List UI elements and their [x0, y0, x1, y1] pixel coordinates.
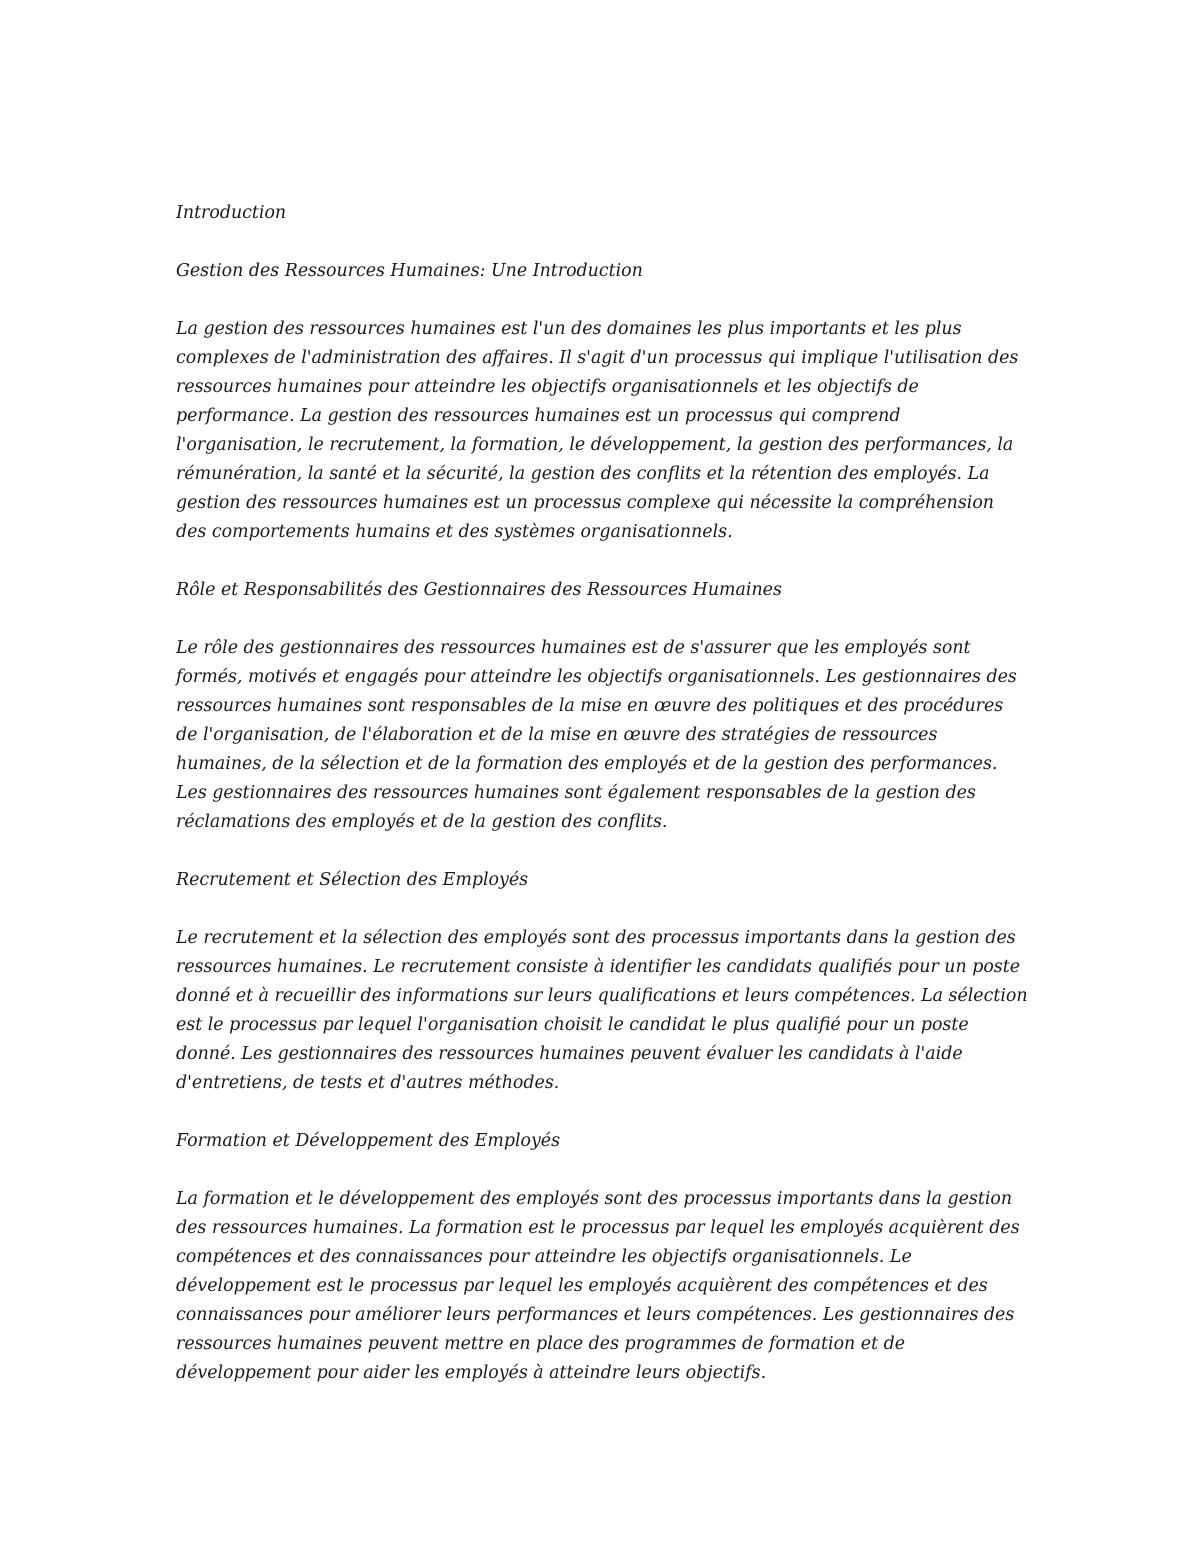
section-heading: Rôle et Responsabilités des Gestionnaires des Ressources Humaines	[176, 580, 782, 600]
section-paragraph: La gestion des ressources humaines est l'un des domaines les plus importants et les plus complexes de l'administration des affaires. Il s'agit d'un processus qui implique l'utilisation des ressources humaines pour atteindre les objectifs organisationnels et les objectifs de performance. La gestion des ressources humaines est un processus qui comprend l'organisation, le recrutement, la formation, le développement, la gestion des performances, la rémunération, la santé et la sécurité, la gestion des conflits et la rétention des employés. La gestion des ressources humaines est un processus complexe qui nécessite la compréhension des comportements humains et des systèmes organisationnels.	[176, 319, 1019, 542]
section-heading: Formation et Développement des Employés	[176, 1131, 561, 1151]
section-heading: Recrutement et Sélection des Employés	[176, 870, 529, 890]
document-body	[176, 199, 1028, 1417]
section-paragraph: Le recrutement et la sélection des employés sont des processus importants dans la gestion des ressources humaines. Le recrutement consiste à identifier les candidats qualifiés pour un poste donné et à recueillir des informations sur leurs qualifications et leurs compétences. La sélection est le processus par lequel l'organisation choisit le candidat le plus qualifié pour un poste donné. Les gestionnaires des ressources humaines peuvent évaluer les candidats à l'aide d'entretiens, de tests et d'autres méthodes.	[176, 928, 1028, 1093]
section-paragraph: La formation et le développement des employés sont des processus importants dans la gestion des ressources humaines. La formation est le processus par lequel les employés acquièrent des compétences et des connaissances pour atteindre les objectifs organisationnels. Le développement est le processus par lequel les employés acquièrent des compétences et des connaissances pour améliorer leurs performances et leurs compétences. Les gestionnaires des ressources humaines peuvent mettre en place des programmes de formation et de développement pour aider les employés à atteindre leurs objectifs.	[176, 1189, 1020, 1383]
section-heading: Gestion des Ressources Humaines: Une Introduction	[176, 261, 643, 281]
section-paragraph: Le rôle des gestionnaires des ressources humaines est de s'assurer que les employés sont formés, motivés et engagés pour atteindre les objectifs organisationnels. Les gestionnaires des ressources humaines sont responsables de la mise en œuvre des politiques et des procédures de l'organisation, de l'élaboration et de la mise en œuvre des stratégies de ressources humaines, de la sélection et de la formation des employés et de la gestion des performances. Les gestionnaires des ressources humaines sont également responsables de la gestion des réclamations des employés et de la gestion des conflits.	[176, 638, 1017, 832]
document-title: Introduction	[176, 203, 287, 223]
